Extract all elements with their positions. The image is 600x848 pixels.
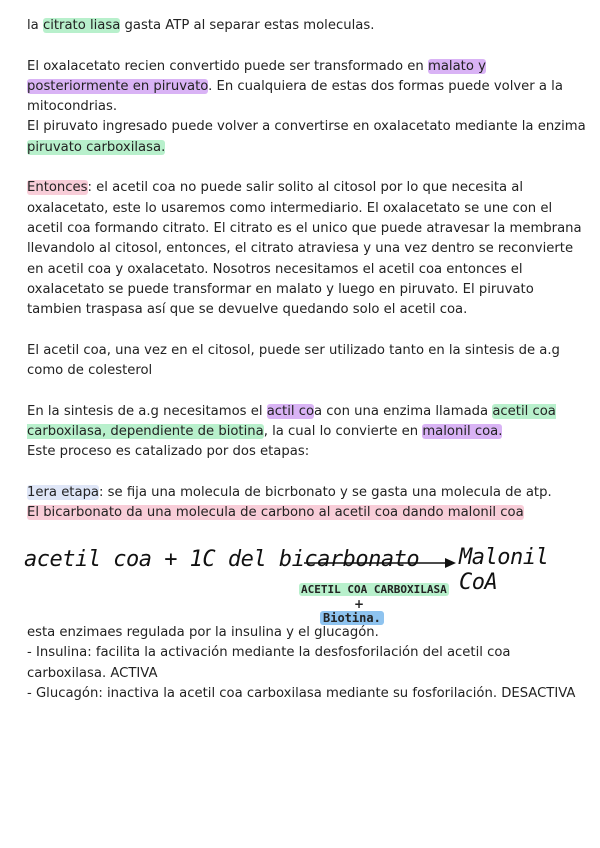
paragraph-entonces bbox=[27, 178, 587, 320]
regulation-insulina: - Insulina: facilita la activación mediante la desfosforilación del acetil coa carboxilasa. ACTIVA bbox=[27, 645, 511, 681]
highlight-piruvato-carboxilasa: piruvato carboxilasa. bbox=[27, 139, 166, 155]
text: . En cualquiera de estas dos formas puede volver a la mitocondrias. bbox=[27, 78, 563, 115]
paragraph-primera-etapa bbox=[27, 483, 587, 524]
highlight-malonil-coa: malonil coa. bbox=[422, 423, 503, 439]
formula-cofactor: Biotina. bbox=[320, 611, 384, 625]
paragraph-oxalacetato bbox=[27, 57, 587, 118]
text: , la cual lo convierte en bbox=[263, 423, 423, 439]
highlight-entonces: Entonces bbox=[27, 180, 88, 196]
highlight-malato: malato y bbox=[427, 58, 486, 74]
highlight-actil-co: actil co bbox=[266, 403, 315, 419]
paragraph-citosol: El acetil coa, una vez en el citosol, puede ser utilizado tanto en la sintesis de a.g como de colesterol bbox=[27, 342, 560, 379]
text: a con una enzima llamada bbox=[314, 403, 493, 419]
paragraph-citrato-liasa bbox=[27, 16, 587, 36]
formula-reactants: acetil coa + 1C del bicarbonato bbox=[24, 547, 420, 572]
text: : se fija una molecula de bicrbonato y se gasta una molecula de atp. bbox=[99, 484, 552, 500]
document-page bbox=[27, 16, 587, 523]
arrow-right-icon bbox=[302, 555, 457, 571]
highlight-acetil-coa-carboxilasa: acetil coa carboxilasa, dependiente de biotina bbox=[27, 403, 556, 439]
paragraph-sintesis bbox=[27, 402, 587, 463]
formula-plus: + bbox=[354, 597, 365, 611]
formula-enzyme: ACETIL COA CARBOXILASA bbox=[301, 583, 447, 596]
regulation-glucagon: - Glucagón: inactiva la acetil coa carboxilasa mediante su fosforilación. DESACTIVA bbox=[27, 685, 576, 701]
text: El oxalacetato recien convertido puede ser transformado en bbox=[27, 58, 428, 74]
text: En la sintesis de a.g necesitamos el bbox=[27, 403, 267, 419]
highlight-1era-etapa: 1era etapa bbox=[27, 484, 100, 500]
text: Este proceso es catalizado por dos etapas: bbox=[27, 444, 310, 460]
handwritten-formula bbox=[24, 535, 587, 635]
text: la bbox=[27, 18, 43, 33]
regulation-intro: esta enzimaes regulada por la insulina y el glucagón. bbox=[27, 625, 379, 640]
text: gasta ATP al separar estas moleculas. bbox=[120, 18, 375, 33]
highlight-citrato-liasa: citrato liasa bbox=[42, 18, 121, 33]
formula-product: Malonil CoA bbox=[459, 545, 549, 595]
paragraph-piruvato bbox=[27, 117, 587, 158]
highlight-bicarbonato: El bicarbonato da una molecula de carbono al acetil coa dando malonil coa bbox=[27, 505, 524, 521]
text: : el acetil coa no puede salir solito al citosol por lo que necesita al oxalacetato, este lo usaremos como intermediario. El oxalacetato se une con el acetil coa formando citrato. El citrato es el unico que puede atravesar la membrana llevandolo al citosol, entonces, el citrato atraviesa y una vez dentro se reconvierte en acetil coa y oxalacetato. Nosotros necesitamos el acetil coa entonces el oxalacetato se puede transformar en malato y luego en piruvato. El piruvato tambien traspasa así que se devuelve quedando solo el acetil coa. bbox=[27, 180, 582, 318]
text: El piruvato ingresado puede volver a convertirse en oxalacetato mediante la enzima bbox=[27, 119, 586, 135]
highlight-piruvato: posteriormente en piruvato bbox=[27, 78, 209, 94]
